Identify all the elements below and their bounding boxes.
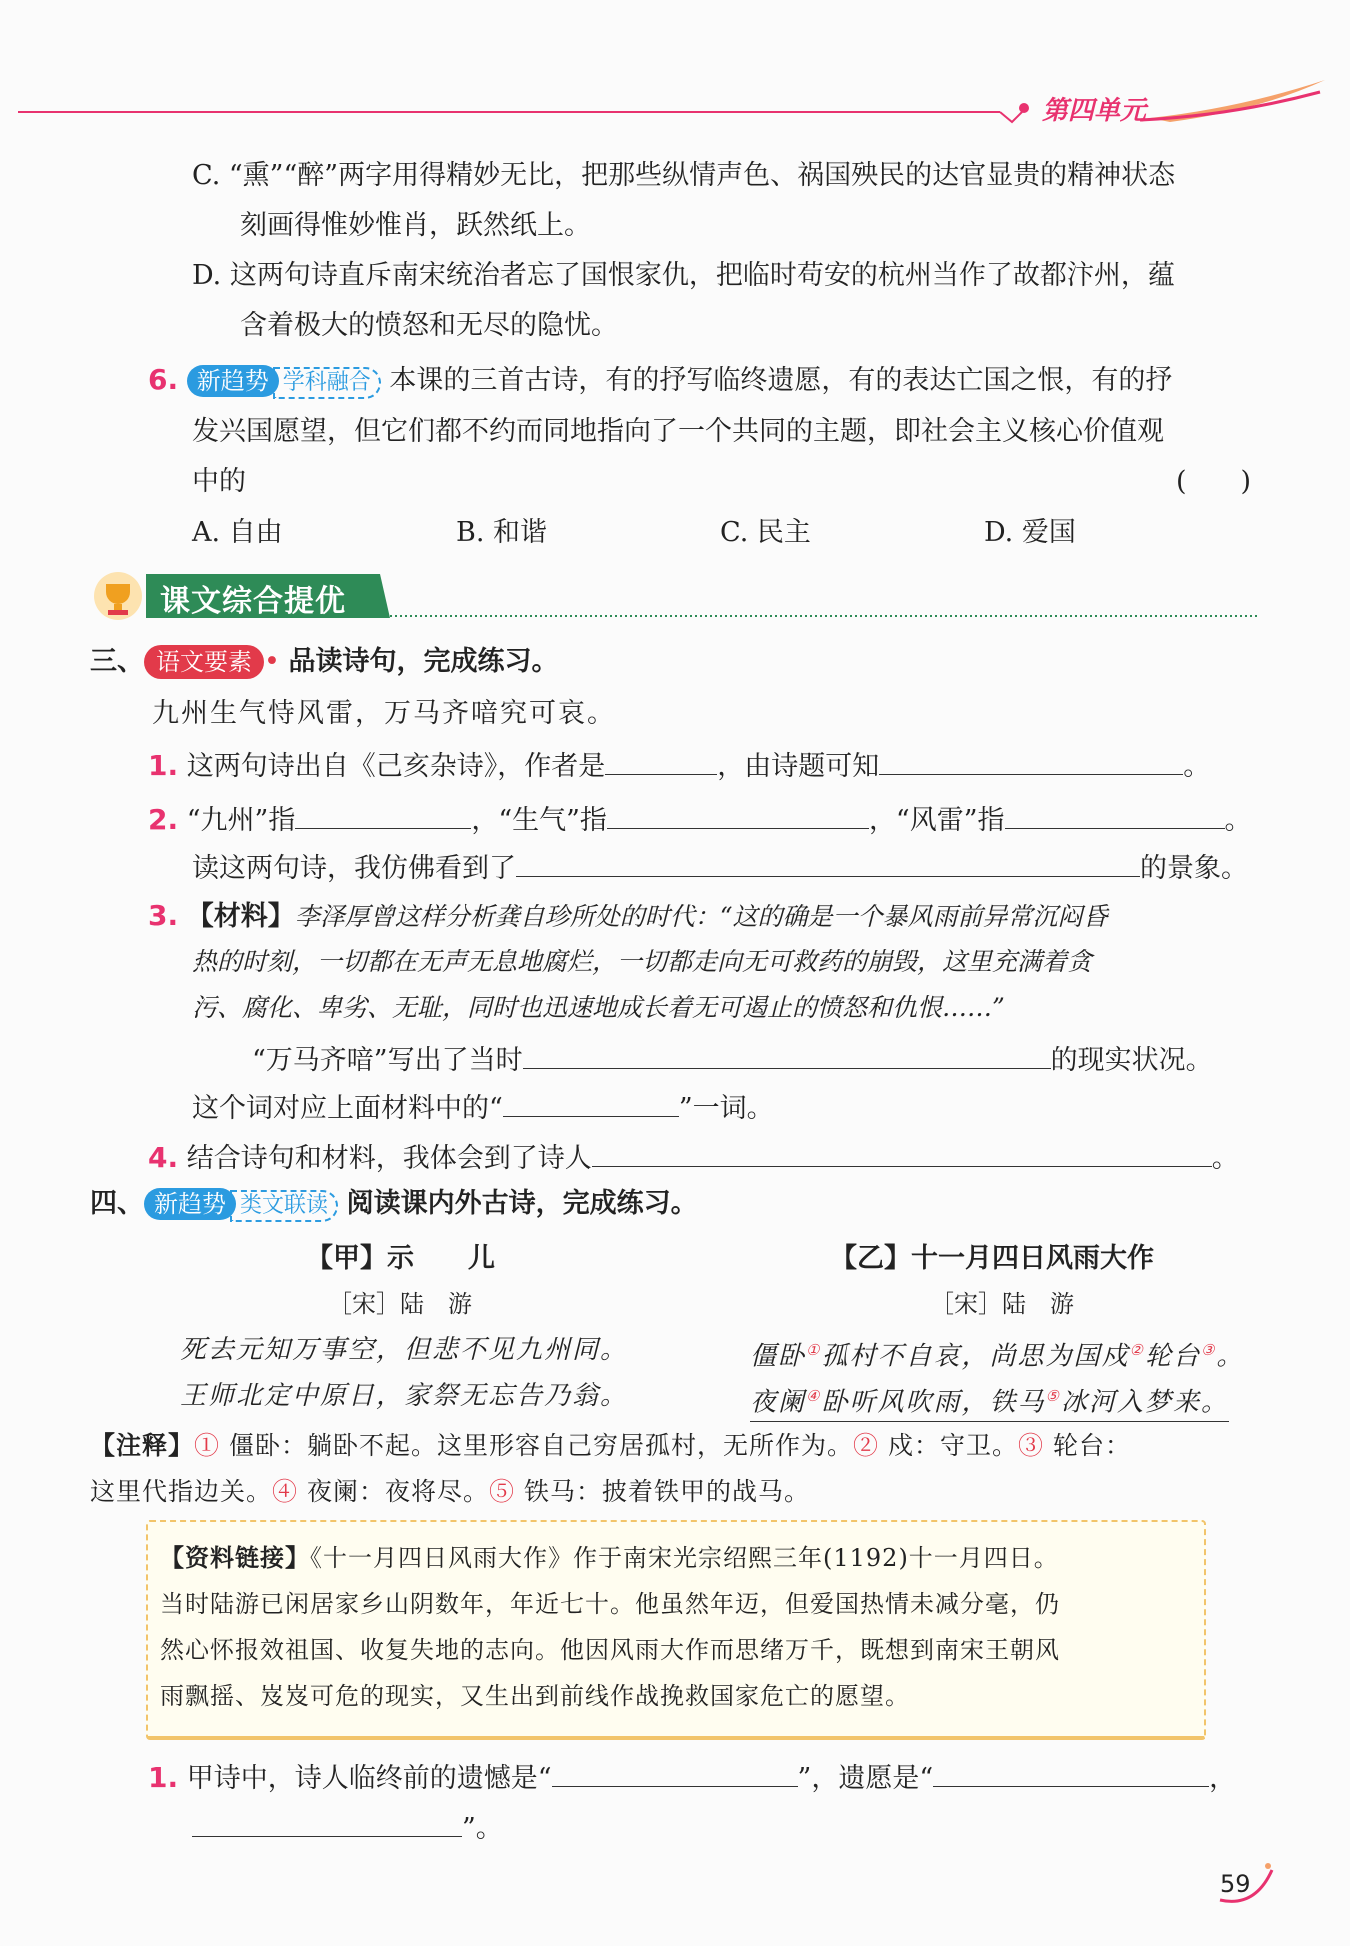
p3-q4-text-a: 结合诗句和材料，我体会到了诗人 <box>186 1143 592 1174</box>
link-line1 <box>160 1540 1059 1576</box>
note-5: 铁马：披着铁甲的战马。 <box>523 1477 810 1506</box>
poem-a-author: ［宋］陆 游 <box>328 1290 472 1318</box>
link-lead: 【资料链接】 <box>160 1544 310 1572</box>
q5-option-d-line1: D. 这两句诗直斥南宋统治者忘了国恨家仇，把临时苟安的杭州当作了故都汴州，蕴 <box>192 260 1175 291</box>
p4-q1-line2 <box>192 1808 503 1847</box>
p3-q3-text-d: ”一词。 <box>678 1093 774 1124</box>
poem-a-title: 【甲】示 儿 <box>306 1243 495 1274</box>
note-1: 僵卧：躺卧不起。这里形容自己穷居孤村，无所作为。 <box>228 1431 853 1460</box>
p3-q3-text-b: 的现实状况。 <box>1050 1045 1213 1076</box>
notes-mark-4: ④ <box>272 1477 299 1506</box>
notes-mark-2: ② <box>853 1431 880 1460</box>
poem-b-line2-mid: 卧听风吹雨，铁马 <box>821 1387 1046 1418</box>
notes-line1 <box>90 1428 1131 1464</box>
notes-line2 <box>90 1474 810 1510</box>
q6-option-b[interactable]: B. 和谐 <box>456 517 548 548</box>
q6-option-a[interactable]: A. 自由 <box>192 517 283 548</box>
header-rule <box>0 70 1350 130</box>
p4-q1-comma: ， <box>1209 1763 1237 1794</box>
p3-q2-text-e: 的景象。 <box>1140 853 1248 884</box>
link-text-1: 《十一月四日风雨大作》作于南宋光宗绍熙三年(1192)十一月四日。 <box>310 1544 1059 1572</box>
p3-q1-end: 。 <box>1183 751 1211 782</box>
p3-q2-blank-scene[interactable] <box>516 848 1140 877</box>
p3-q2-blank-jiuzhou[interactable] <box>295 800 471 829</box>
p3-q2-end: 。 <box>1224 805 1252 836</box>
p3-q3-blank-word[interactable] <box>503 1088 679 1117</box>
q6-tag-subject: 学科融合 <box>273 367 381 399</box>
p3-q3-material-2: 热的时刻，一切都在无声无息地腐烂，一切都走向无可救药的崩毁，这里充满着贪 <box>192 947 1093 976</box>
p3-q2-text-d: 读这两句诗，我仿佛看到了 <box>192 853 516 884</box>
note-3: 轮台： <box>1052 1431 1131 1460</box>
p4-q1-text-b: ”，遗愿是“ <box>797 1763 934 1794</box>
q6-answer-paren[interactable]: ( ) <box>1176 466 1252 497</box>
p3-q3-line4 <box>252 1040 1213 1079</box>
part3-label: 三、 <box>90 646 144 677</box>
q6-line3: 中的 <box>192 466 246 497</box>
p3-q4-number: 4. <box>148 1141 179 1174</box>
p3-q3-text-c: 这个词对应上面材料中的“ <box>192 1093 503 1124</box>
poem-b-line2 <box>750 1378 1229 1422</box>
poem-b-line1 <box>750 1332 1244 1375</box>
part4-title: 阅读课内外古诗，完成练习。 <box>346 1188 698 1219</box>
poem-b-line2-end: 冰河入梦来。 <box>1060 1387 1229 1418</box>
p3-q4-end: 。 <box>1211 1143 1239 1174</box>
notes-mark-5: ⑤ <box>489 1477 516 1506</box>
p3-q3-lead: 【材料】 <box>186 901 295 932</box>
p3-q3-material-3: 污、腐化、卑劣、无耻，同时也迅速地成长着无可遏止的愤怒和仇恨……” <box>192 993 1005 1022</box>
part3-heading: 三、 语文要素 • 品读诗句，完成练习。 <box>90 646 559 677</box>
part3-poem: 九州生气恃风雷，万马齐喑究可哀。 <box>152 698 616 729</box>
p3-q3-text-a: “万马齐喑”写出了当时 <box>252 1045 523 1076</box>
note-mark-4: ④ <box>806 1387 822 1405</box>
q5-option-c-line2: 刻画得惟妙惟肖，跃然纸上。 <box>240 210 591 241</box>
poem-a-line1: 死去元知万事空，但悲不见九州同。 <box>180 1335 629 1365</box>
note-2: 戍：守卫。 <box>887 1431 1018 1460</box>
p4-q1-end: ”。 <box>462 1813 503 1844</box>
part4-tag-reading: 类文联读 <box>230 1190 338 1222</box>
part3-tag: 语文要素 <box>144 645 264 679</box>
p4-q1-blank-regret[interactable] <box>552 1758 798 1787</box>
unit-label: 第四单元 <box>1042 96 1147 126</box>
q6-line1 <box>148 362 1172 399</box>
p3-q1 <box>148 746 1210 785</box>
section-title: 课文综合提优 <box>160 584 346 619</box>
note-4: 夜阑：夜将尽。 <box>306 1477 489 1506</box>
link-line2: 当时陆游已闲居家乡山阴数年，年近七十。他虽然年迈，但爱国热情未减分毫，仍 <box>160 1590 1060 1618</box>
poem-b-line1-mid: 孤村不自哀，尚思为国戍 <box>821 1341 1130 1372</box>
poem-b-word-luntai: 轮台 <box>1144 1341 1201 1372</box>
part4-label: 四、 <box>90 1188 144 1219</box>
p3-q3-line5 <box>192 1088 774 1127</box>
p3-q3-line1 <box>148 898 1108 935</box>
p3-q3-material-1: 李泽厚曾这样分析龚自珍所处的时代：“这的确是一个暴风雨前异常沉闷昏 <box>294 902 1108 931</box>
link-line4: 雨飘摇、岌岌可危的现实，又生出到前线作战挽救国家危亡的愿望。 <box>160 1682 910 1710</box>
p3-q1-blank-infer[interactable] <box>879 746 1183 775</box>
note-mark-3: ③ <box>1200 1341 1217 1359</box>
q6-option-d[interactable]: D. 爱国 <box>984 517 1076 548</box>
p3-q1-number: 1. <box>148 749 179 782</box>
p3-q1-blank-author[interactable] <box>605 746 717 775</box>
p3-q1-text-a: 这两句诗出自《己亥杂诗》，作者是 <box>186 751 606 782</box>
part4-tag-trend: 新趋势 <box>144 1188 236 1220</box>
p3-q2-number: 2. <box>148 803 179 836</box>
q6-text1: 本课的三首古诗，有的抒写临终遗愿，有的表达亡国之恨，有的抒 <box>389 365 1173 396</box>
q5-option-c-line1: C. “熏”“醉”两字用得精妙无比，把那些纵情声色、祸国殃民的达官显贵的精神状态 <box>192 160 1176 191</box>
poem-a-line2: 王师北定中原日，家祭无忘告乃翁。 <box>180 1381 629 1411</box>
poem-b-line1-end: 。 <box>1216 1341 1245 1372</box>
p3-q3-number: 3. <box>148 899 179 932</box>
notes-lead: 【注释】 <box>90 1431 195 1460</box>
link-line3: 然心怀报效祖国、收复失地的志向。他因风雨大作而思绪万千，既想到南宋王朝风 <box>160 1636 1060 1664</box>
q5-option-d-line2: 含着极大的愤怒和无尽的隐忧。 <box>240 310 618 341</box>
p3-q2-blank-shengqi[interactable] <box>607 800 869 829</box>
poem-b-word-jiangwo: 僵卧 <box>750 1341 807 1372</box>
part3-title: 品读诗句，完成练习。 <box>288 646 559 677</box>
note-mark-2: ② <box>1129 1341 1145 1359</box>
poem-b-title: 【乙】十一月四日风雨大作 <box>830 1243 1154 1274</box>
page-number: 59 <box>1220 1870 1251 1898</box>
p4-q1-blank-wish-2[interactable] <box>192 1808 462 1837</box>
p3-q2-text-a: “九州”指 <box>186 805 296 836</box>
p4-q1-number: 1. <box>148 1761 179 1794</box>
p3-q2-text-c: ，“风雷”指 <box>868 805 1005 836</box>
part4-heading <box>90 1186 698 1222</box>
q6-number: 6. <box>148 363 179 396</box>
notes-mark-1: ① <box>194 1431 221 1460</box>
p3-q4-blank-feeling[interactable] <box>592 1138 1212 1167</box>
note-3b: 这里代指边关。 <box>90 1477 273 1506</box>
notes-mark-3: ③ <box>1017 1431 1044 1460</box>
q6-option-c[interactable]: C. 民主 <box>720 517 811 548</box>
q6-line2: 发兴国愿望，但它们都不约而同地指向了一个共同的主题，即社会主义核心价值观 <box>192 416 1164 447</box>
note-mark-5: ⑤ <box>1045 1387 1061 1405</box>
p4-q1-blank-wish-1[interactable] <box>933 1758 1209 1787</box>
p3-q2-line2 <box>192 848 1248 887</box>
poem-b-author: ［宋］陆 游 <box>930 1290 1074 1318</box>
p3-q2 <box>148 800 1252 839</box>
p4-q1-text-a: 甲诗中，诗人临终前的遗憾是“ <box>186 1763 552 1794</box>
p3-q2-text-b: ，“生气”指 <box>471 805 607 836</box>
p3-q4 <box>148 1138 1239 1177</box>
p3-q1-text-b: ，由诗题可知 <box>717 751 880 782</box>
q6-tag-trend: 新趋势 <box>187 365 279 397</box>
p4-q1 <box>148 1758 1236 1797</box>
p3-q2-blank-fenglei[interactable] <box>1005 800 1225 829</box>
note-mark-1: ① <box>806 1341 822 1359</box>
poem-b-word-yelan: 夜阑 <box>750 1387 807 1418</box>
p3-q3-blank-situation[interactable] <box>523 1040 1051 1069</box>
